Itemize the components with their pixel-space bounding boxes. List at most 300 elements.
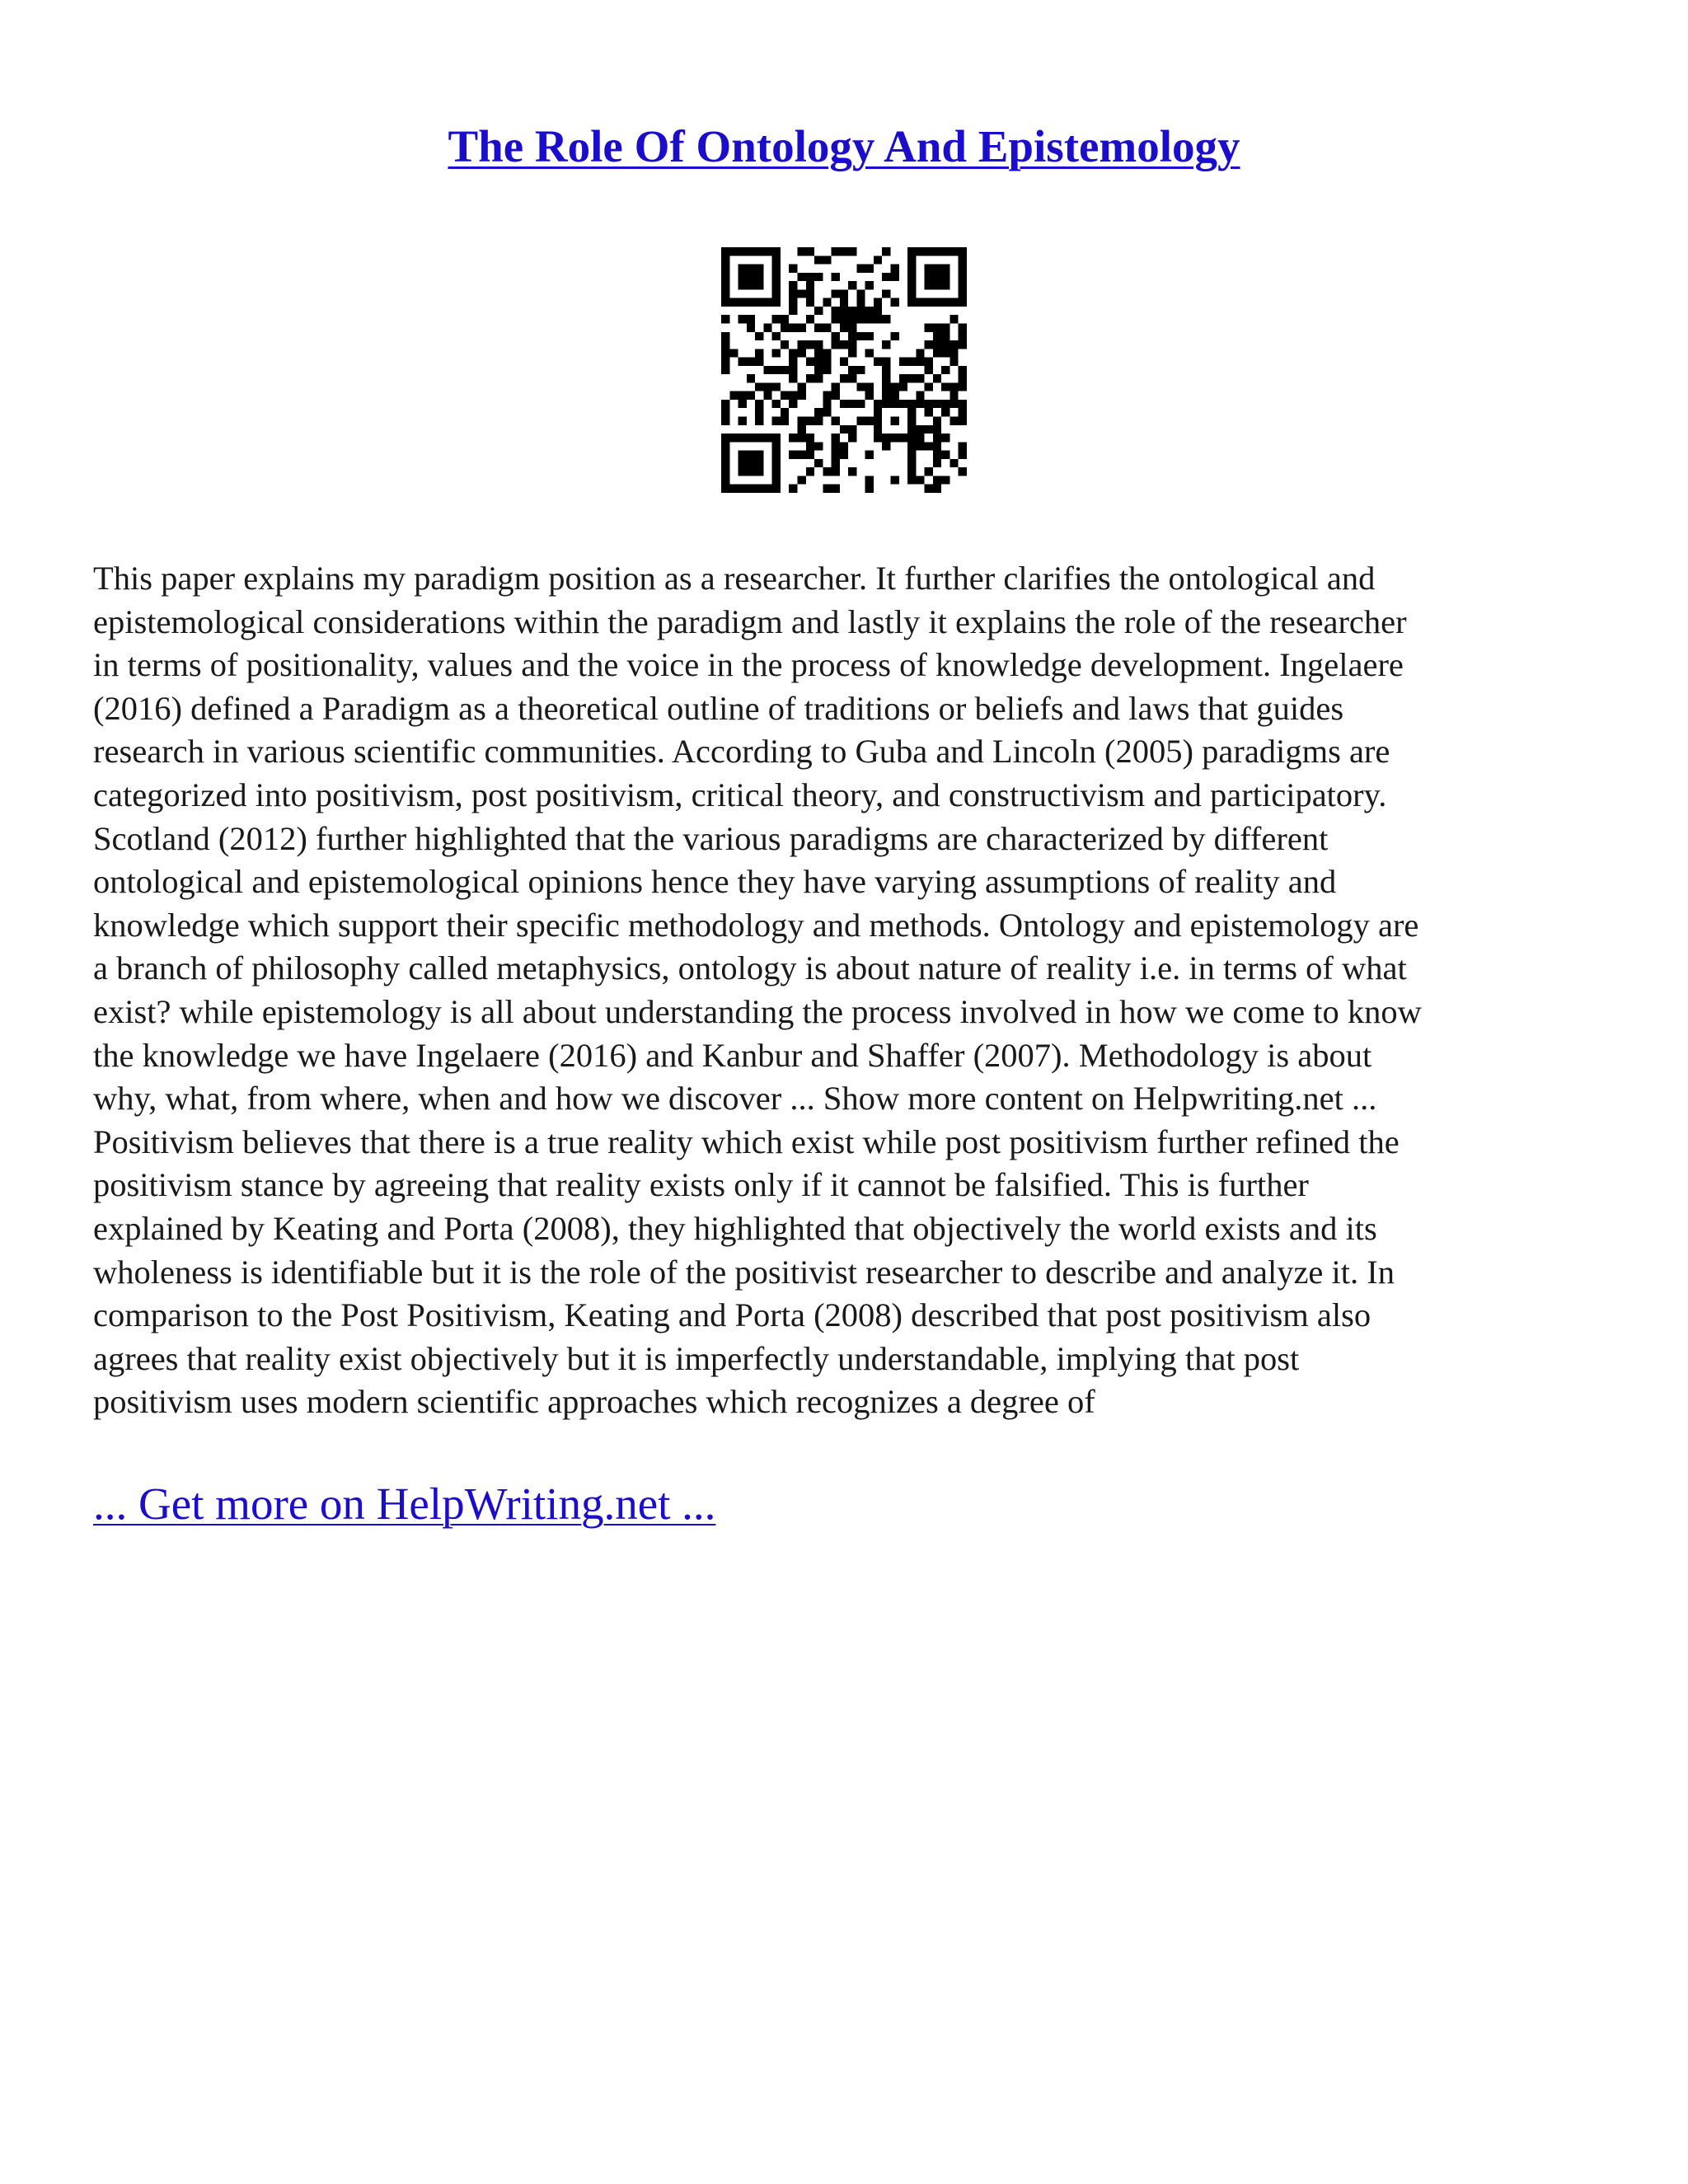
qr-module: [950, 417, 958, 425]
qr-module: [814, 273, 823, 281]
qr-module: [823, 467, 831, 476]
qr-module: [747, 434, 755, 442]
qr-module: [763, 366, 771, 374]
qr-module: [832, 485, 840, 493]
qr-module: [797, 417, 805, 425]
qr-module: [874, 417, 882, 425]
qr-module: [891, 391, 899, 400]
qr-module: [848, 374, 856, 382]
qr-module: [891, 298, 899, 307]
qr-module: [806, 247, 814, 255]
qr-module: [959, 467, 967, 476]
qr-module: [755, 459, 763, 467]
qr-module: [763, 391, 771, 400]
qr-module: [925, 340, 933, 349]
qr-module: [832, 332, 840, 340]
qr-module: [959, 323, 967, 331]
qr-module: [933, 425, 941, 434]
qr-module: [721, 442, 729, 450]
qr-module: [721, 289, 729, 298]
qr-module: [721, 400, 729, 408]
qr-module: [840, 298, 848, 307]
qr-module: [865, 307, 874, 315]
qr-module: [755, 417, 763, 425]
qr-module: [789, 485, 797, 493]
qr-module: [925, 281, 933, 289]
qr-module: [840, 307, 848, 315]
qr-module: [772, 476, 781, 484]
qr-module: [848, 247, 856, 255]
qr-code-icon: [721, 247, 967, 493]
qr-module: [933, 434, 941, 442]
qr-module: [747, 374, 755, 382]
qr-module: [865, 417, 874, 425]
qr-module: [823, 298, 831, 307]
qr-module: [874, 255, 882, 264]
qr-module: [797, 289, 805, 298]
qr-module: [891, 434, 899, 442]
qr-module: [814, 307, 823, 315]
qr-module: [814, 408, 823, 416]
qr-module: [832, 417, 840, 425]
qr-module: [738, 451, 747, 459]
qr-module: [865, 391, 874, 400]
qr-module: [907, 374, 916, 382]
qr-module: [832, 273, 840, 281]
qr-module: [772, 442, 781, 450]
qr-module: [755, 382, 763, 391]
qr-module: [959, 366, 967, 374]
qr-module: [738, 467, 747, 476]
qr-module: [941, 476, 950, 484]
qr-module: [925, 273, 933, 281]
qr-module: [941, 366, 950, 374]
qr-module: [882, 289, 890, 298]
qr-module: [772, 281, 781, 289]
qr-module: [907, 400, 916, 408]
qr-module: [907, 408, 916, 416]
qr-module: [747, 467, 755, 476]
qr-module: [789, 358, 797, 366]
qr-module: [848, 366, 856, 374]
qr-module: [933, 374, 941, 382]
qr-module: [856, 366, 865, 374]
qr-module: [823, 408, 831, 416]
qr-module: [907, 425, 916, 434]
qr-module: [941, 400, 950, 408]
qr-module: [916, 349, 924, 357]
qr-module: [738, 281, 747, 289]
qr-module: [806, 315, 814, 323]
qr-module: [747, 485, 755, 493]
qr-module: [755, 265, 763, 273]
qr-module: [882, 391, 890, 400]
qr-module: [721, 340, 729, 349]
qr-module: [738, 485, 747, 493]
qr-module: [729, 298, 738, 307]
qr-module: [832, 434, 840, 442]
qr-module: [755, 467, 763, 476]
qr-module: [899, 374, 907, 382]
qr-module: [882, 366, 890, 374]
qr-module: [933, 442, 941, 450]
qr-module: [797, 349, 805, 357]
qr-module: [856, 307, 865, 315]
qr-module: [959, 374, 967, 382]
qr-module: [856, 417, 865, 425]
qr-module: [789, 374, 797, 382]
qr-module: [763, 323, 771, 331]
qr-module: [797, 382, 805, 391]
qr-module: [933, 417, 941, 425]
qr-module: [941, 349, 950, 357]
body-paragraph: This paper explains my paradigm position as a researcher. It further clarifies the ontological and epistemological considerations within the paradigm and lastly it explains the role of the researcher in terms of positionality, values and the voice in the process of knowledge development. Ingelaere (2016) defined a Paradigm as a theoretical outline of traditions or beliefs and laws that guides research in various scientific communities. According to Guba and Lincoln (2005) paradigms are categorized into positivism, post positivism, critical theory, and constructivism and participatory. Scotland (2012) further highlighted that the various paradigms are characterized by different ontological and epistemological opinions hence they have varying assumptions of reality and knowledge which support their specific methodology and methods. Ontology and epistemology are a branch of philosophy called metaphysics, ontology is about nature of reality i.e. in terms of what exist? while epistemology is all about understanding the process involved in how we come to know the knowledge we have Ingelaere (2016) and Kanbur and Shaffer (2007). Methodology is about why, what, from where, when and how we discover ... Show more content on Helpwriting.net ... Positivism believes that there is a true reality which exist while post positivism further refined the positivism stance by agreeing that reality exists only if it cannot be falsified. This is further explained by Keating and Porta (2008), they highlighted that objectively the world exists and its wholeness is identifiable but it is the role of the positivist researcher to describe and analyze it. In comparison to the Post Positivism, Keating and Porta (2008) described that post positivism also agrees that reality exist objectively but it is imperfectly understandable, implying that post positivism uses modern scientific approaches which recognizes a degree of: [93, 560, 1422, 1421]
qr-module: [721, 459, 729, 467]
qr-module: [806, 467, 814, 476]
qr-module: [907, 265, 916, 273]
qr-module: [772, 400, 781, 408]
qr-module: [772, 467, 781, 476]
qr-module: [832, 442, 840, 450]
qr-module: [959, 408, 967, 416]
qr-module: [823, 323, 831, 331]
qr-module: [832, 391, 840, 400]
qr-module: [755, 281, 763, 289]
qr-module: [738, 273, 747, 281]
qr-module: [721, 417, 729, 425]
qr-module: [925, 408, 933, 416]
qr-module: [916, 374, 924, 382]
qr-module: [916, 247, 924, 255]
qr-module: [916, 391, 924, 400]
qr-module: [772, 349, 781, 357]
qr-module: [814, 374, 823, 382]
qr-module: [772, 289, 781, 298]
qr-module: [848, 332, 856, 340]
qr-module: [950, 315, 958, 323]
qr-module: [840, 289, 848, 298]
qr-module: [738, 247, 747, 255]
qr-module: [755, 408, 763, 416]
qr-module: [781, 408, 789, 416]
qr-module: [882, 400, 890, 408]
qr-module: [721, 349, 729, 357]
qr-module: [933, 349, 941, 357]
qr-module: [729, 485, 738, 493]
qr-module: [959, 281, 967, 289]
qr-module: [747, 358, 755, 366]
qr-module: [933, 247, 941, 255]
qr-module: [747, 323, 755, 331]
qr-module: [781, 340, 789, 349]
qr-module: [832, 451, 840, 459]
qr-module: [814, 442, 823, 450]
qr-module: [865, 315, 874, 323]
qr-module: [959, 273, 967, 281]
qr-module: [729, 434, 738, 442]
qr-module: [907, 298, 916, 307]
qr-module: [806, 289, 814, 298]
qr-module: [891, 476, 899, 484]
qr-module: [959, 442, 967, 450]
qr-module: [907, 417, 916, 425]
qr-module: [772, 366, 781, 374]
qr-module: [772, 265, 781, 273]
qr-module: [806, 340, 814, 349]
qr-module: [755, 332, 763, 340]
qr-module: [848, 315, 856, 323]
get-more-link[interactable]: ... Get more on HelpWriting.net ...: [93, 1479, 716, 1529]
qr-module: [755, 349, 763, 357]
qr-module: [738, 358, 747, 366]
qr-module: [797, 273, 805, 281]
qr-module: [882, 273, 890, 281]
qr-module: [882, 382, 890, 391]
qr-module: [814, 340, 823, 349]
qr-module: [950, 459, 958, 467]
qr-module: [738, 417, 747, 425]
qr-module: [832, 467, 840, 476]
qr-module: [823, 391, 831, 400]
qr-module: [907, 442, 916, 450]
qr-module: [747, 391, 755, 400]
qr-module: [925, 366, 933, 374]
qr-module: [899, 400, 907, 408]
qr-module: [907, 358, 916, 366]
qr-module: [959, 417, 967, 425]
qr-module: [874, 358, 882, 366]
qr-module: [882, 434, 890, 442]
qr-module: [814, 417, 823, 425]
qr-module: [882, 442, 890, 450]
qr-module: [789, 349, 797, 357]
qr-module: [865, 485, 874, 493]
qr-module: [797, 434, 805, 442]
qr-module: [959, 255, 967, 264]
qr-module: [941, 281, 950, 289]
qr-module: [925, 358, 933, 366]
qr-module: [933, 265, 941, 273]
qr-module: [907, 467, 916, 476]
qr-module: [907, 476, 916, 484]
qr-module: [959, 382, 967, 391]
qr-module: [721, 485, 729, 493]
qr-module: [933, 459, 941, 467]
qr-module: [721, 315, 729, 323]
qr-module: [797, 476, 805, 484]
qr-module: [772, 255, 781, 264]
qr-module: [874, 408, 882, 416]
qr-module: [789, 307, 797, 315]
qr-module: [738, 298, 747, 307]
qr-module: [806, 273, 814, 281]
qr-module: [865, 451, 874, 459]
qr-module: [907, 451, 916, 459]
qr-module: [772, 273, 781, 281]
qr-module: [823, 349, 831, 357]
qr-module: [865, 265, 874, 273]
qr-module: [832, 307, 840, 315]
qr-module: [941, 332, 950, 340]
qr-module: [789, 298, 797, 307]
qr-module: [772, 459, 781, 467]
qr-module: [882, 247, 890, 255]
qr-module: [950, 382, 958, 391]
qr-module: [772, 451, 781, 459]
document-title: [0, 114, 1688, 180]
qr-module: [874, 307, 882, 315]
qr-module: [721, 298, 729, 307]
qr-module: [899, 358, 907, 366]
qr-module: [738, 459, 747, 467]
qr-module: [865, 349, 874, 357]
title-link[interactable]: The Role Of Ontology And Epistemology: [448, 121, 1240, 171]
qr-module: [823, 366, 831, 374]
qr-module: [916, 400, 924, 408]
qr-module: [925, 442, 933, 450]
qr-module: [832, 315, 840, 323]
qr-module: [721, 247, 729, 255]
qr-module: [848, 323, 856, 331]
qr-module: [806, 434, 814, 442]
qr-module: [933, 485, 941, 493]
qr-module: [891, 400, 899, 408]
qr-module: [941, 298, 950, 307]
qr-module: [763, 298, 771, 307]
qr-module: [729, 247, 738, 255]
qr-module: [907, 434, 916, 442]
qr-module: [721, 332, 729, 340]
qr-module: [772, 315, 781, 323]
qr-module: [865, 332, 874, 340]
qr-module: [755, 485, 763, 493]
qr-module: [916, 442, 924, 450]
qr-module: [772, 298, 781, 307]
qr-module: [840, 425, 848, 434]
qr-module: [840, 247, 848, 255]
qr-module: [925, 425, 933, 434]
qr-module: [747, 459, 755, 467]
qr-module: [781, 391, 789, 400]
qr-module: [772, 332, 781, 340]
qr-module: [832, 459, 840, 467]
qr-module: [941, 434, 950, 442]
qr-module: [848, 434, 856, 442]
qr-module: [907, 273, 916, 281]
qr-module: [891, 273, 899, 281]
qr-module: [747, 247, 755, 255]
qr-module: [721, 255, 729, 264]
qr-module: [950, 340, 958, 349]
qr-module: [840, 358, 848, 366]
qr-module: [772, 382, 781, 391]
qr-module: [916, 298, 924, 307]
qr-module: [916, 434, 924, 442]
qr-module: [933, 451, 941, 459]
qr-module: [925, 467, 933, 476]
qr-module: [755, 400, 763, 408]
qr-module: [747, 265, 755, 273]
qr-module: [789, 323, 797, 331]
qr-module: [959, 340, 967, 349]
qr-module: [729, 391, 738, 400]
qr-module: [874, 400, 882, 408]
qr-module: [882, 315, 890, 323]
qr-module: [738, 315, 747, 323]
qr-module: [941, 408, 950, 416]
qr-module: [941, 265, 950, 273]
qr-module: [959, 247, 967, 255]
qr-module: [747, 451, 755, 459]
qr-module: [959, 400, 967, 408]
qr-module: [721, 476, 729, 484]
qr-module: [814, 255, 823, 264]
qr-module: [848, 340, 856, 349]
qr-module: [848, 281, 856, 289]
qr-module: [840, 400, 848, 408]
qr-module: [755, 247, 763, 255]
qr-module: [856, 265, 865, 273]
qr-module: [772, 247, 781, 255]
get-more-link-container: [93, 1475, 715, 1533]
qr-module: [840, 374, 848, 382]
qr-module: [925, 382, 933, 391]
qr-module: [747, 281, 755, 289]
qr-module: [874, 434, 882, 442]
qr-module: [959, 298, 967, 307]
qr-module: [848, 307, 856, 315]
qr-module: [781, 366, 789, 374]
qr-module: [933, 273, 941, 281]
qr-module: [789, 289, 797, 298]
qr-module: [814, 358, 823, 366]
qr-module: [747, 298, 755, 307]
qr-module: [899, 434, 907, 442]
qr-module: [933, 332, 941, 340]
qr-module: [925, 485, 933, 493]
qr-module: [899, 382, 907, 391]
qr-module: [840, 315, 848, 323]
qr-module: [814, 459, 823, 467]
qr-module: [823, 255, 831, 264]
qr-module: [848, 467, 856, 476]
qr-module: [916, 476, 924, 484]
qr-module: [755, 298, 763, 307]
qr-module: [925, 323, 933, 331]
qr-module: [907, 459, 916, 467]
qr-module: [907, 255, 916, 264]
qr-module: [959, 289, 967, 298]
qr-module: [865, 281, 874, 289]
qr-module: [781, 315, 789, 323]
qr-module: [950, 391, 958, 400]
qr-module: [925, 265, 933, 273]
qr-module: [865, 476, 874, 484]
qr-module: [907, 289, 916, 298]
qr-module: [789, 400, 797, 408]
qr-module: [856, 315, 865, 323]
qr-module: [933, 340, 941, 349]
qr-module: [856, 400, 865, 408]
qr-module: [797, 425, 805, 434]
qr-module: [789, 391, 797, 400]
qr-module: [959, 451, 967, 459]
qr-module: [925, 298, 933, 307]
qr-module: [933, 281, 941, 289]
qr-module: [738, 434, 747, 442]
qr-module: [941, 323, 950, 331]
qr-module: [721, 265, 729, 273]
